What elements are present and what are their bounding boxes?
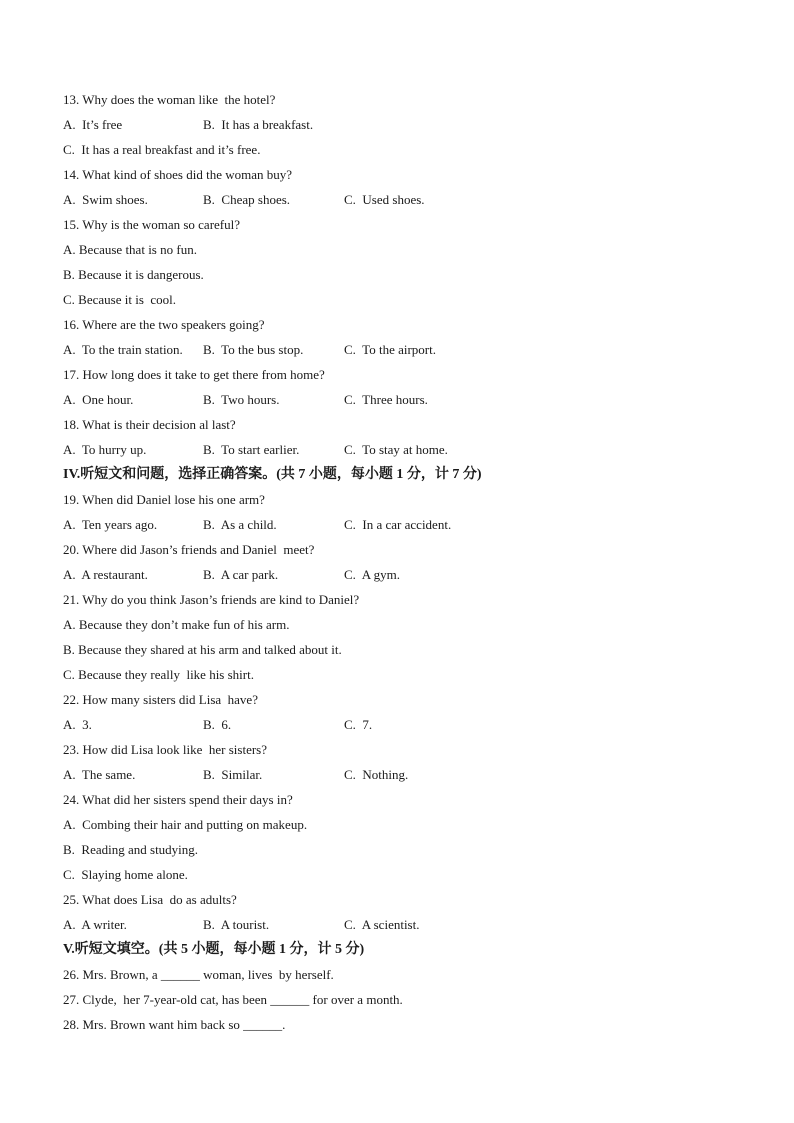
answer-options — [63, 387, 763, 412]
answer-options — [63, 337, 763, 362]
answer-options — [63, 712, 763, 737]
option-c: C. In a car accident. — [344, 517, 452, 532]
option-c: C. A gym. — [344, 567, 400, 582]
question-line: 14. What kind of shoes did the woman buy? — [63, 167, 293, 182]
question-line: 24. What did her sisters spend their days in? — [63, 792, 293, 807]
question-line: C. Slaying home alone. — [63, 867, 188, 882]
option-b: B. It has a breakfast. — [203, 117, 314, 132]
question-line: 28. Mrs. Brown want him back so ______. — [63, 1017, 286, 1032]
exam-page — [63, 87, 763, 1037]
answer-options — [63, 912, 763, 937]
question-line: 22. How many sisters did Lisa have? — [63, 692, 258, 707]
question-line: C. Because it is cool. — [63, 292, 177, 307]
option-b: B. As a child. — [203, 517, 277, 532]
option-a: A. It’s free — [63, 117, 123, 132]
section-heading: V.听短文填空。(共 5 小题，每小题 1 分，计 5 分) — [63, 942, 365, 957]
section-heading: IV.听短文和问题，选择正确答案。(共 7 小题，每小题 1 分，计 7 分) — [63, 467, 482, 482]
option-b: B. A car park. — [203, 567, 279, 582]
question-line: A. Because that is no fun. — [63, 242, 197, 257]
option-b: B. To start earlier. — [203, 442, 300, 457]
option-a: A. To the train station. — [63, 342, 183, 357]
option-c: C. Three hours. — [344, 392, 428, 407]
option-a: A. The same. — [63, 767, 136, 782]
option-a: A. Ten years ago. — [63, 517, 158, 532]
question-line: 15. Why is the woman so careful? — [63, 217, 241, 232]
question-line: 20. Where did Jason’s friends and Daniel meet? — [63, 542, 315, 557]
option-a: A. One hour. — [63, 392, 134, 407]
answer-options — [63, 512, 763, 537]
answer-options — [63, 762, 763, 787]
answer-options — [63, 562, 763, 587]
option-a: A. To hurry up. — [63, 442, 147, 457]
option-b: B. A tourist. — [203, 917, 270, 932]
question-line: C. Because they really like his shirt. — [63, 667, 254, 682]
question-line: B. Because it is dangerous. — [63, 267, 204, 282]
question-line: B. Reading and studying. — [63, 842, 199, 857]
option-c: C. A scientist. — [344, 917, 420, 932]
option-a: A. Swim shoes. — [63, 192, 148, 207]
question-line: 21. Why do you think Jason’s friends are kind to Daniel? — [63, 592, 360, 607]
answer-options — [63, 437, 763, 462]
question-line: 17. How long does it take to get there from home? — [63, 367, 325, 382]
option-b: B. Similar. — [203, 767, 263, 782]
option-c: C. To stay at home. — [344, 442, 448, 457]
question-line: 16. Where are the two speakers going? — [63, 317, 265, 332]
option-c: C. 7. — [344, 717, 373, 732]
option-b: B. Cheap shoes. — [203, 192, 291, 207]
question-line: 19. When did Daniel lose his one arm? — [63, 492, 265, 507]
question-line: 13. Why does the woman like the hotel? — [63, 92, 276, 107]
option-a: A. 3. — [63, 717, 92, 732]
option-c: C. Used shoes. — [344, 192, 425, 207]
question-line: 27. Clyde, her 7-year-old cat, has been ______ for over a month. — [63, 992, 403, 1007]
option-b: B. Two hours. — [203, 392, 280, 407]
option-c: C. To the airport. — [344, 342, 437, 357]
question-line: 23. How did Lisa look like her sisters? — [63, 742, 267, 757]
option-a: A. A restaurant. — [63, 567, 148, 582]
answer-options — [63, 187, 763, 212]
question-line: A. Because they don’t make fun of his arm. — [63, 617, 290, 632]
option-c: C. Nothing. — [344, 767, 409, 782]
question-line: 18. What is their decision al last? — [63, 417, 236, 432]
question-line: B. Because they shared at his arm and talked about it. — [63, 642, 342, 657]
option-b: B. To the bus stop. — [203, 342, 304, 357]
question-line: A. Combing their hair and putting on makeup. — [63, 817, 308, 832]
question-line: 25. What does Lisa do as adults? — [63, 892, 237, 907]
option-b: B. 6. — [203, 717, 232, 732]
question-line: 26. Mrs. Brown, a ______ woman, lives by herself. — [63, 967, 334, 982]
question-line: C. It has a real breakfast and it’s free. — [63, 142, 261, 157]
option-a: A. A writer. — [63, 917, 127, 932]
answer-options — [63, 112, 763, 137]
